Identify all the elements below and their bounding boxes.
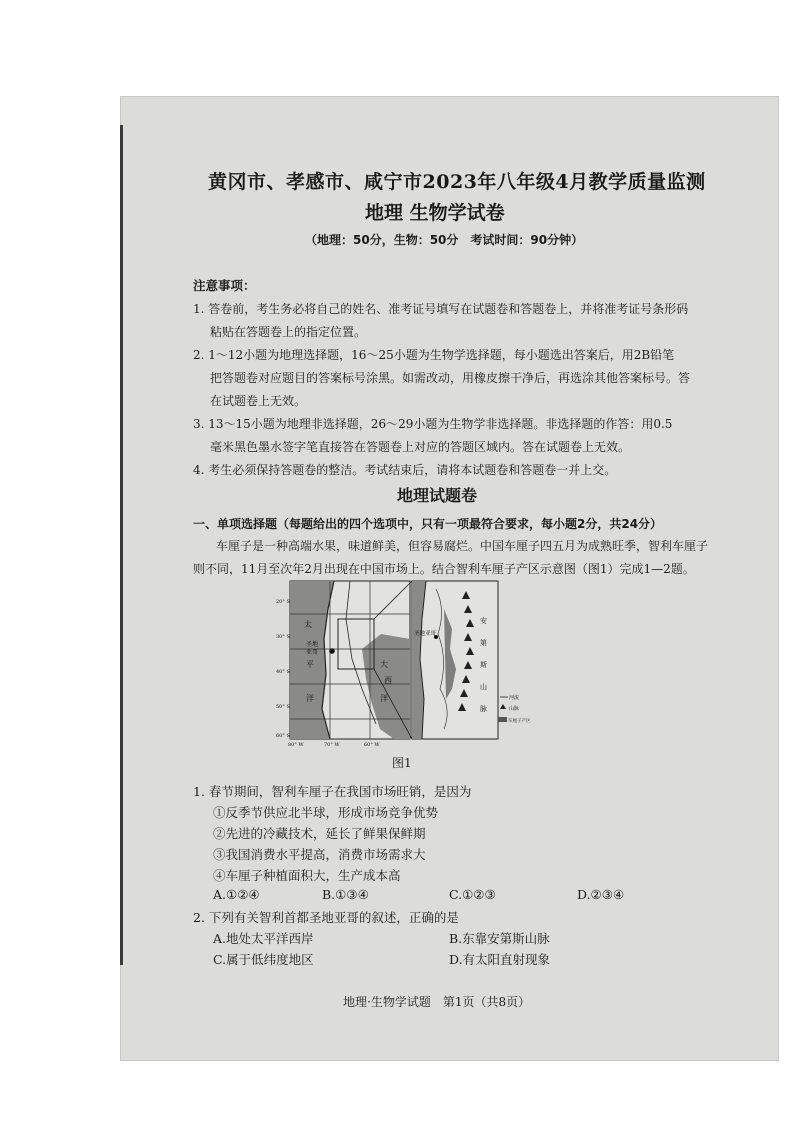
note-line: 把答题卷对应题目的答案标号涂黑。如需改动，用橡皮擦干净后，再选涂其他答案标号。答 [210,371,691,385]
map-label-atlantic: 西 [384,676,392,685]
note-line: 毫米黑色墨水签字笔直接答在答题卷上对应的答题区域内。答在试题卷上无效。 [210,440,631,454]
option-d: D.②③④ [577,887,625,902]
figure-caption: 图1 [392,756,412,770]
question-statement: ④车厘子种植面积大，生产成本高 [213,868,401,883]
option-c: C.①②③ [449,887,496,902]
question-stem: 1. 春节期间，智利车厘子在我国市场旺销，是因为 [193,784,472,799]
legend-cherry-area: 车厘子产区 [508,719,531,724]
map-label-atlantic: 大 [380,660,388,669]
section-title: 地理试题卷 [397,486,478,505]
map-label-mountain: 第 [480,639,487,647]
question-stem: 2. 下列有关智利首都圣地亚哥的叙述，正确的是 [193,910,459,925]
legend-river: 河流 [509,695,520,701]
lat-label: 20° S [276,599,290,605]
lat-label: 40° S [276,669,290,675]
option-a: A.地处太平洋西岸 [213,931,314,946]
notes-heading: 注意事项： [193,278,256,293]
paper-edge-shadow [120,125,123,965]
option-b: B.东靠安第斯山脉 [449,931,550,946]
lon-label: 70° W [324,742,340,748]
note-line: 3. 13～15小题为地理非选择题，26～29小题为生物学非选择题。非选择题的作答：用0.5 [193,417,673,431]
exam-title: 黄冈市、孝感市、咸宁市2023年八年级4月教学质量监测 [208,171,706,193]
option-b: B.①③④ [322,887,369,902]
lat-label: 50° S [276,704,290,710]
note-line: 在试题卷上无效。 [210,394,307,408]
option-c: C.属于低纬度地区 [213,952,314,967]
map-label-mountain: 脉 [480,705,487,713]
part-heading: 一、单项选择题（每题给出的四个选项中，只有一项最符合要求，每小题2分，共24分） [193,517,663,531]
question-statement: ③我国消费水平提高，消费市场需求大 [213,847,426,862]
lon-label: 60° W [364,742,380,748]
chile-cherry-map [276,579,531,748]
note-line: 粘贴在答题卷上的指定位置。 [210,325,367,339]
map-label-city: 圣地亚哥 [414,631,437,637]
map-label-ocean: 平 [306,660,314,669]
legend-mountain: 山脉 [509,706,520,712]
option-a: A.①②④ [213,887,260,902]
lat-label: 60° S [276,733,290,739]
map-label-ocean: 太 [304,620,312,629]
note-line: 1. 答卷前，考生务必将自己的姓名、准考证号填写在试题卷和答题卷上，并将准考证号条形码 [193,302,689,316]
lon-label: 80° W [288,742,304,748]
map-label-mountain: 山 [480,683,487,691]
question-statement: ①反季节供应北半球，形成市场竞争优势 [213,805,439,820]
page-footer: 地理·生物学试题 第1页（共8页） [343,995,531,1009]
question-statement: ②先进的冷藏技术，延长了鲜果保鲜期 [213,826,426,841]
map-label-city: 亚哥 [306,649,319,656]
lat-label: 30° S [276,634,290,640]
note-line: 2. 1～12小题为地理选择题，16～25小题为生物学选择题，每小题选出答案后，用2B铅笔 [193,348,675,362]
intro-line: 则不同，11月至次年2月出现在中国市场上。结合智利车厘子产区示意图（图1）完成1—2题。 [193,562,695,576]
map-label-city: 圣地 [306,641,319,648]
note-line: 4. 考生必须保持答题卷的整洁。考试结束后，请将本试题卷和答题卷一并上交。 [193,463,617,477]
map-label-atlantic: 洋 [380,694,388,703]
exam-subtitle: 地理 生物学试卷 [365,202,505,224]
option-d: D.有太阳直射现象 [449,952,551,967]
map-label-ocean: 洋 [306,694,314,703]
exam-info: （地理：50分，生物：50分 考试时间：90分钟） [305,233,584,247]
intro-line: 车厘子是一种高端水果，味道鲜美，但容易腐烂。中国车厘子四五月为成熟旺季，智利车厘子 [216,539,709,553]
map-label-mountain: 斯 [480,661,487,669]
map-label-mountain: 安 [480,617,487,625]
